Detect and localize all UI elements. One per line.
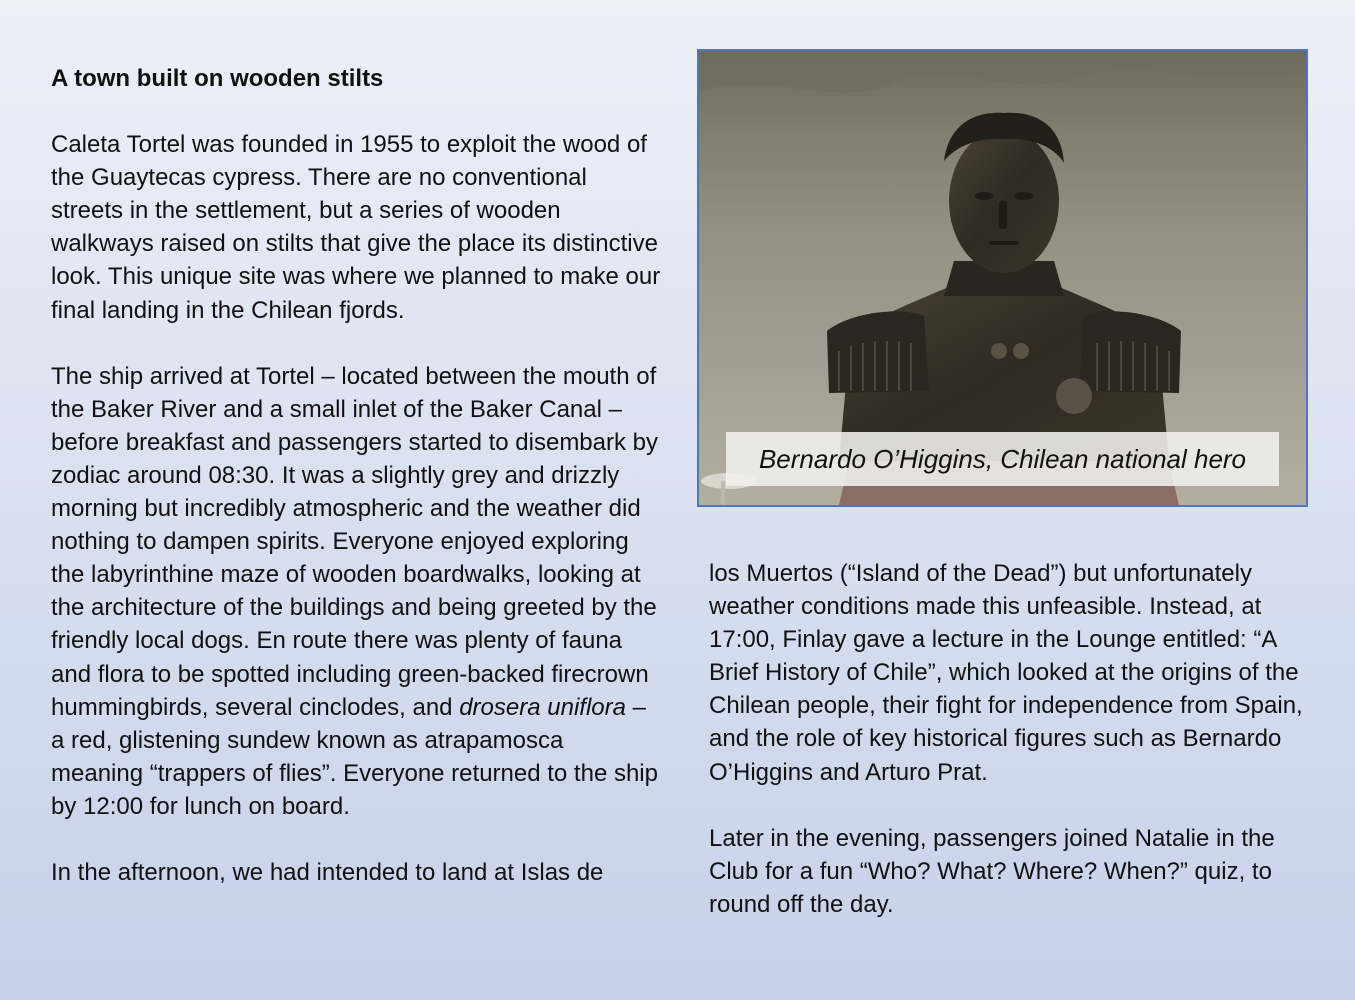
paragraph-arrival <box>51 360 661 823</box>
paragraph-evening: Later in the evening, passengers joined Natalie in the Club for a fun “Who? What? Where? When?” quiz, to round off the day. <box>709 824 1275 918</box>
paragraph-arrival-text-a: The ship arrived at Tortel – located between the mouth of the Baker River and a small inlet of the Baker Canal – before breakfast and passengers started to disembark by zodiac around 08:30. It was a slightly grey and drizzly morning but incredibly atmospheric and the weather did nothing to dampen spirits. Everyone enjoyed exploring the labyrinthine maze of wooden boardwalks, looking at the architecture of the buildings and being greeted by the friendly local dogs. En route there was plenty of fauna and flora to be spotted including green-backed firecrown hummingbirds, several cinclodes, and <box>51 362 659 721</box>
paragraph-afternoon-start: In the afternoon, we had intended to land at Islas de <box>51 858 604 886</box>
photo-caption: Bernardo O’Higgins, Chilean national hero <box>726 432 1279 486</box>
species-name: drosera uniflora <box>459 693 626 721</box>
paragraph-arrival-text-b: – a red, glistening sundew known as atrapamosca meaning “trappers of flies”. Everyone returned to the ship by 12:00 for lunch on board. <box>51 693 658 820</box>
paragraph-afternoon-cont: los Muertos (“Island of the Dead”) but unfortunately weather conditions made this unfeasible. Instead, at 17:00, Finlay gave a lecture in the Lounge entitled: “A Brief History of Chile”, which looked at the origins of the Chilean people, their fight for independence from Spain, and the role of key historical figures such as Bernardo O’Higgins and Arturo Prat. <box>709 560 1303 786</box>
right-column <box>709 557 1309 921</box>
article-heading: A town built on wooden stilts <box>51 65 384 92</box>
left-column <box>51 62 661 889</box>
statue-photo <box>697 49 1308 507</box>
paragraph-founding: Caleta Tortel was founded in 1955 to exploit the wood of the Guaytecas cypress. There are no conventional streets in the settlement, but a series of wooden walkways raised on stilts that give the place its distinctive look. This unique site was where we planned to make our final landing in the Chilean fjords. <box>51 131 661 324</box>
